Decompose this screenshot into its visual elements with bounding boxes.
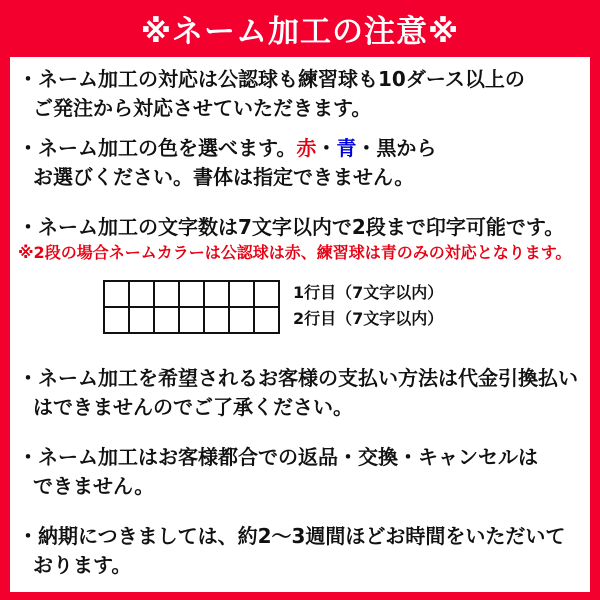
- grid-cell: [230, 308, 253, 332]
- notice-line: ・ネーム加工を希望されるお客様の支払い方法は代金引換払い: [18, 366, 578, 390]
- notice-line: できません。: [33, 474, 155, 498]
- name-grid: [103, 280, 280, 334]
- grid-cell: [255, 308, 278, 332]
- color-choice-text: ・ネーム加工の色を選べます。: [18, 136, 297, 160]
- notice-line: [18, 134, 586, 163]
- separator-dot: ・: [316, 136, 337, 160]
- notice-item-minimum-order: [18, 65, 586, 123]
- grid-cell: [155, 282, 178, 306]
- notice-line: お選びください。書体は指定できません。: [33, 165, 415, 189]
- notice-item-no-returns: [18, 443, 586, 501]
- notice-item-color-choice: [18, 134, 586, 192]
- grid-cell: [205, 282, 228, 306]
- red-color-option: 赤: [296, 136, 317, 160]
- two-line-color-warning: ※2段の場合ネームカラーは公認球は赤、練習球は青のみの対応となります。: [18, 243, 572, 262]
- black-color-option-text: ・黒から: [356, 136, 437, 160]
- grid-cell: [180, 282, 203, 306]
- grid-row1-label: 1行目（7文字以内）: [293, 283, 444, 302]
- header-band: [0, 0, 600, 57]
- grid-cell: [255, 282, 278, 306]
- notice-line: おります。: [33, 553, 132, 577]
- notice-line: ・ネーム加工の対応は公認球も練習球も10ダース以上の: [18, 67, 525, 91]
- grid-row2-label: 2行目（7文字以内）: [293, 309, 444, 328]
- grid-cell: [155, 308, 178, 332]
- grid-cell: [205, 308, 228, 332]
- notice-item-char-limit: [18, 213, 586, 242]
- grid-cell: [130, 282, 153, 306]
- grid-cell: [180, 308, 203, 332]
- notice-line: ・ネーム加工はお客様都合での返品・交換・キャンセルは: [18, 445, 538, 469]
- notice-item-delivery-time: [18, 522, 586, 580]
- notice-line: はできませんのでご了承ください。: [33, 395, 353, 419]
- grid-cell: [105, 308, 128, 332]
- grid-cell: [130, 308, 153, 332]
- grid-cell: [105, 282, 128, 306]
- notice-line: ・ネーム加工の文字数は7文字以内で2段まで印字可能です。: [18, 215, 565, 239]
- notice-body: [10, 57, 590, 592]
- blue-color-option: 青: [336, 136, 357, 160]
- notice-item-payment: [18, 364, 586, 422]
- notice-line: ご発注から対応させていただきます。: [33, 96, 372, 120]
- page-title: ※ネーム加工の注意※: [140, 14, 460, 50]
- grid-cell: [230, 282, 253, 306]
- notice-line: ・納期につきましては、約2～3週間ほどお時間をいただいて: [18, 524, 566, 548]
